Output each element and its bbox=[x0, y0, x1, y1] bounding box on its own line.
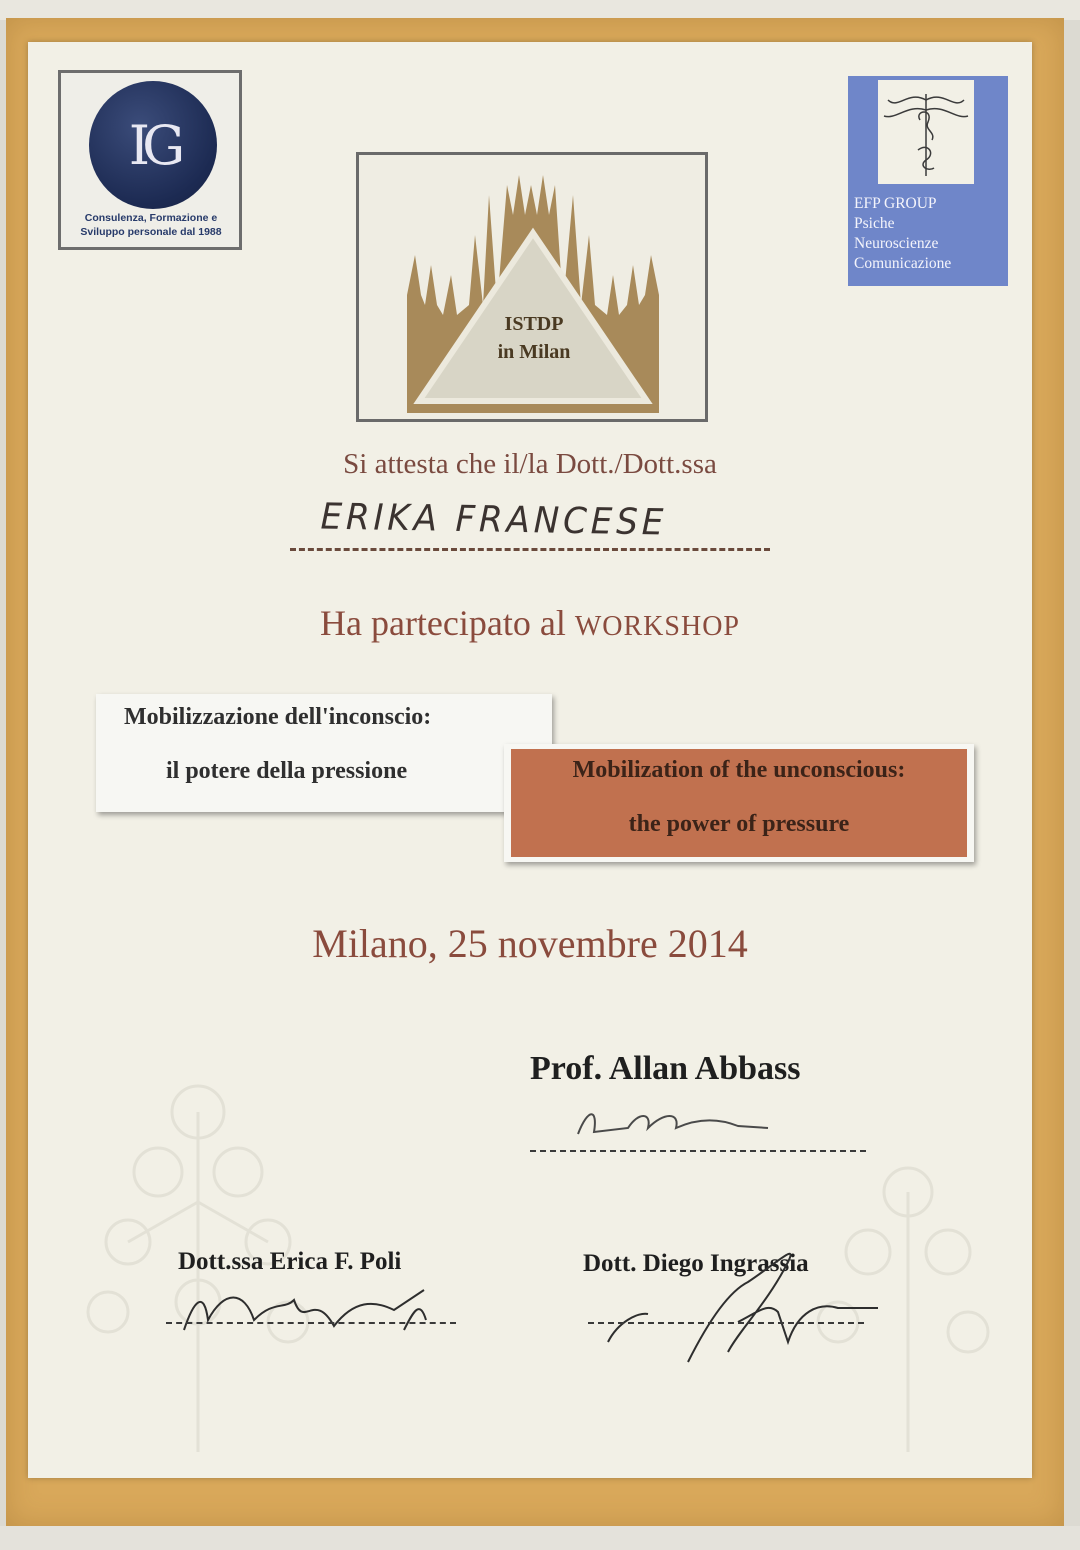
efp-line-group: EFP GROUP bbox=[854, 195, 937, 212]
ig-logo-emblem bbox=[89, 81, 217, 209]
efp-group-text bbox=[854, 194, 1004, 274]
efp-emblem-icon bbox=[878, 80, 974, 184]
title-en-line2: the power of pressure bbox=[628, 811, 850, 837]
signature-right bbox=[578, 1202, 898, 1372]
signature-left bbox=[164, 1270, 444, 1350]
ig-logo bbox=[58, 70, 242, 250]
signatory-main-name: Prof. Allan Abbass bbox=[530, 1050, 801, 1087]
ig-caption-line1: Consulenza, Formazione e bbox=[84, 212, 218, 224]
ig-caption-line2: Sviluppo personale dal 1988 bbox=[80, 226, 222, 238]
signature-left-line bbox=[166, 1322, 456, 1324]
istdp-label-line2: in Milan bbox=[497, 341, 571, 363]
participated-text bbox=[200, 602, 860, 644]
title-it-line2: il potere della pressione bbox=[166, 758, 408, 784]
title-en-line1: Mobilization of the unconscious: bbox=[572, 757, 906, 783]
signature-right-line bbox=[588, 1322, 864, 1324]
place-and-date: Milano, 25 novembre 2014 bbox=[312, 921, 748, 966]
efp-line-psiche: Psiche bbox=[854, 215, 895, 232]
ig-logo-caption bbox=[65, 211, 237, 239]
signatory-left-name: Dott.ssa Erica F. Poli bbox=[178, 1248, 402, 1275]
photo-background-bottom bbox=[0, 1526, 1080, 1550]
signatory-right-name: Dott. Diego Ingrassia bbox=[583, 1250, 809, 1277]
workshop-title-english bbox=[504, 744, 974, 862]
istdp-logo bbox=[356, 152, 708, 422]
participated-event: WORKSHOP bbox=[574, 611, 740, 642]
english-title-panel bbox=[511, 749, 967, 857]
photo-background bbox=[0, 0, 1080, 20]
workshop-title-italian bbox=[96, 694, 552, 812]
signature-main bbox=[568, 1098, 788, 1148]
duomo-silhouette-icon bbox=[359, 155, 705, 419]
efp-group-logo bbox=[848, 76, 1008, 286]
efp-line-neuroscienze: Neuroscienze bbox=[854, 235, 939, 252]
efp-line-comunicazione: Comunicazione bbox=[854, 255, 952, 272]
istdp-label-line1: ISTDP bbox=[504, 313, 564, 335]
attestation-text: Si attesta che il/la Dott./Dott.ssa bbox=[343, 448, 717, 480]
ig-logo-letters: IG bbox=[128, 113, 178, 177]
signature-main-line bbox=[530, 1150, 866, 1152]
certificate-sheet bbox=[28, 42, 1032, 1478]
recipient-name: ERIKA FRANCESE bbox=[320, 496, 668, 544]
participated-prefix: Ha partecipato al bbox=[319, 603, 566, 643]
recipient-name-line bbox=[290, 548, 770, 551]
title-it-line1: Mobilizzazione dell'inconscio: bbox=[124, 704, 432, 730]
